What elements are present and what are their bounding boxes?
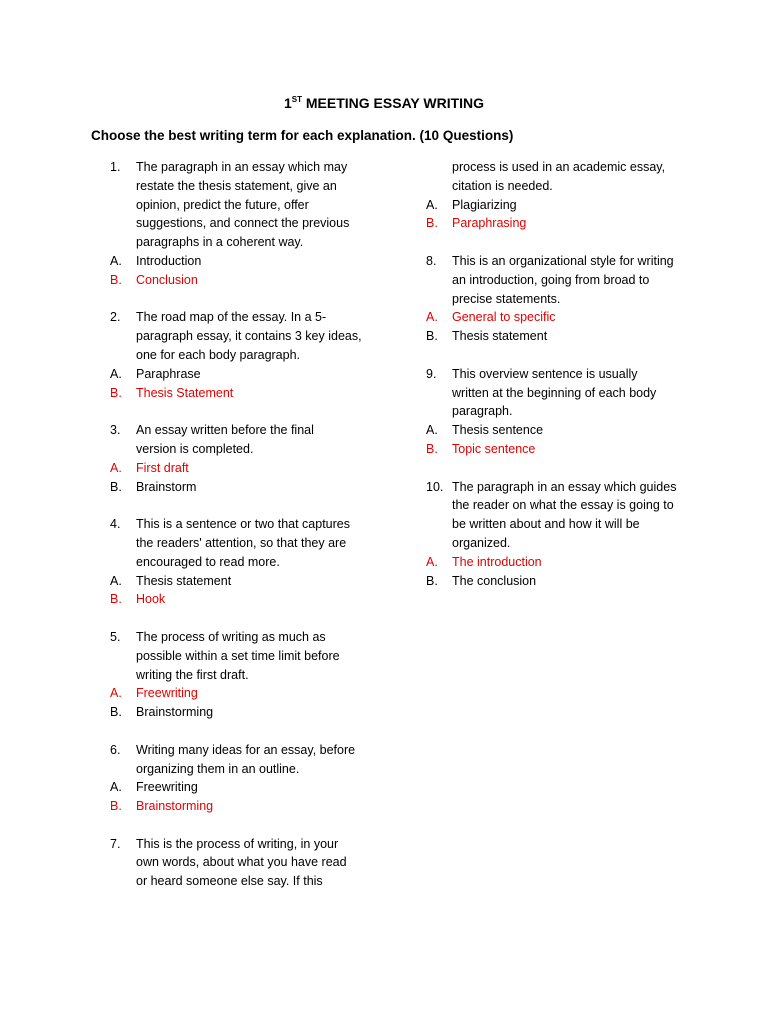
answer-option: [426, 214, 716, 233]
question-5: [110, 628, 400, 722]
answer-option-text: Thesis sentence: [452, 423, 544, 438]
question-line: [110, 440, 400, 459]
question-line: [426, 290, 716, 309]
answer-option: [426, 196, 716, 215]
answer-option-text: Thesis statement: [136, 573, 232, 588]
answer-option: [426, 421, 716, 440]
question-line-text: restate the thesis statement, give an: [136, 178, 337, 193]
question-line: [110, 308, 400, 327]
question-line-text: paragraph.: [452, 404, 513, 419]
question-line-text: possible within a set time limit before: [136, 648, 340, 663]
question-line-text: The road map of the essay. In a 5-: [136, 310, 327, 325]
question-line-text: version is completed.: [136, 441, 254, 456]
question-line-text: organized.: [452, 535, 511, 550]
answer-option-text: General to specific: [452, 310, 556, 325]
question-line: [426, 271, 716, 290]
answer-option-text: Introduction: [136, 253, 202, 268]
answer-option: [110, 365, 400, 384]
answer-option-text: The conclusion: [452, 573, 537, 588]
answer-option-text: Brainstorm: [136, 479, 197, 494]
answer-option-marker: B.: [110, 592, 122, 607]
right-column: [426, 158, 716, 609]
answer-option-text: Paraphrasing: [452, 216, 527, 231]
answer-option-marker: A.: [110, 780, 122, 795]
question-1: [110, 158, 400, 290]
question-9: [426, 365, 716, 459]
question-2: [110, 308, 400, 402]
question-line: [110, 421, 400, 440]
question-8: [426, 252, 716, 346]
question-line: [110, 553, 400, 572]
spacer: [110, 290, 400, 309]
answer-option-text: The introduction: [452, 554, 542, 569]
question-line-text: organizing them in an outline.: [136, 761, 300, 776]
question-line-text: This is the process of writing, in your: [136, 836, 339, 851]
question-line-text: the reader on what the essay is going to: [452, 498, 674, 513]
answer-option-marker: B.: [426, 441, 438, 456]
question-line-marker: 10.: [426, 479, 444, 494]
answer-option-marker: B.: [426, 573, 438, 588]
question-line: [110, 853, 400, 872]
page-title: [0, 95, 768, 111]
question-line: [426, 365, 716, 384]
answer-option-marker: B.: [426, 216, 438, 231]
question-line-text: be written about and how it will be: [452, 517, 640, 532]
question-10: [426, 478, 716, 591]
answer-option-marker: B.: [110, 479, 122, 494]
spacer: [110, 816, 400, 835]
answer-option: [426, 572, 716, 591]
spacer: [110, 402, 400, 421]
question-line: [110, 196, 400, 215]
question-3: [110, 421, 400, 496]
question-line: [110, 346, 400, 365]
question-line: [110, 872, 400, 891]
question-line: [110, 647, 400, 666]
question-line-marker: 7.: [110, 836, 121, 851]
question-line-text: the readers' attention, so that they are: [136, 535, 347, 550]
question-line: [110, 233, 400, 252]
answer-option: [110, 703, 400, 722]
answer-option: [110, 590, 400, 609]
question-line: [426, 158, 716, 177]
question-line-text: or heard someone else say. If this: [136, 874, 323, 889]
answer-option-text: Freewriting: [136, 686, 198, 701]
question-line-text: encouraged to read more.: [136, 554, 280, 569]
question-line: [426, 534, 716, 553]
answer-option-marker: A.: [110, 460, 122, 475]
answer-option-marker: B.: [110, 385, 122, 400]
question-line-marker: 1.: [110, 160, 121, 174]
question-line: [426, 384, 716, 403]
answer-option-marker: A.: [110, 366, 122, 381]
question-line-marker: 4.: [110, 517, 121, 532]
question-line-marker: 9.: [426, 366, 437, 381]
question-line: [110, 515, 400, 534]
answer-option-marker: B.: [110, 799, 122, 814]
question-7-continued: [426, 158, 716, 233]
answer-option-text: Topic sentence: [452, 441, 536, 456]
answer-option: [110, 478, 400, 497]
spacer: [110, 722, 400, 741]
question-line: [426, 402, 716, 421]
question-line-text: written at the beginning of each body: [452, 385, 657, 400]
question-7: [110, 835, 400, 891]
question-line-text: paragraphs in a coherent way.: [136, 235, 304, 250]
question-line-text: one for each body paragraph.: [136, 347, 301, 362]
question-line-text: The process of writing as much as: [136, 629, 326, 644]
question-line-text: The paragraph in an essay which guides: [452, 479, 677, 494]
answer-option: [110, 459, 400, 478]
question-line-marker: 8.: [426, 253, 437, 268]
question-6: [110, 741, 400, 816]
question-line-text: The paragraph in an essay which may: [136, 160, 348, 174]
question-line-text: This is an organizational style for writing: [452, 253, 674, 268]
question-line: [110, 628, 400, 647]
question-line: [110, 534, 400, 553]
question-line: [110, 760, 400, 779]
question-line-text: Writing many ideas for an essay, before: [136, 742, 356, 757]
question-line: [426, 177, 716, 196]
question-line: [110, 741, 400, 760]
instruction-text: Choose the best writing term for each explanation. (10 Questions): [91, 128, 514, 143]
title-number: 1: [283, 95, 292, 111]
answer-option-marker: A.: [426, 310, 438, 325]
question-line: [110, 158, 400, 177]
question-line-text: An essay written before the final: [136, 423, 314, 438]
answer-option-marker: A.: [426, 197, 438, 212]
question-line: [110, 327, 400, 346]
spacer: [110, 496, 400, 515]
question-line-text: paragraph essay, it contains 3 key ideas,: [136, 329, 362, 344]
answer-option: [110, 271, 400, 290]
answer-option: [110, 778, 400, 797]
answer-option-text: First draft: [136, 460, 189, 475]
answer-option-text: Freewriting: [136, 780, 198, 795]
answer-option-marker: A.: [110, 686, 122, 701]
question-line: [426, 496, 716, 515]
answer-option: [110, 572, 400, 591]
question-4: [110, 515, 400, 609]
question-line-marker: 3.: [110, 423, 121, 438]
question-line: [426, 252, 716, 271]
question-line-marker: 2.: [110, 310, 121, 325]
spacer: [426, 459, 716, 478]
answer-option: [426, 553, 716, 572]
answer-option: [110, 797, 400, 816]
question-line: [110, 835, 400, 854]
answer-option: [110, 252, 400, 271]
question-line-text: writing the first draft.: [136, 667, 249, 682]
title-superscript: ST: [291, 95, 302, 104]
spacer: [426, 233, 716, 252]
answer-option-text: Paraphrase: [136, 366, 201, 381]
question-line: [426, 478, 716, 497]
question-line-text: This is a sentence or two that captures: [136, 517, 350, 532]
answer-option: [426, 327, 716, 346]
answer-option: [110, 684, 400, 703]
question-line-text: suggestions, and connect the previous: [136, 216, 350, 231]
question-line-text: citation is needed.: [452, 178, 553, 193]
answer-option-marker: A.: [110, 573, 122, 588]
answer-option: [426, 308, 716, 327]
question-line-text: precise statements.: [452, 291, 561, 306]
question-line-marker: 5.: [110, 629, 121, 644]
question-line-text: an introduction, going from broad to: [452, 272, 650, 287]
answer-option-text: Brainstorming: [136, 799, 214, 814]
answer-option-text: Thesis statement: [452, 329, 548, 344]
title-text: MEETING ESSAY WRITING: [302, 95, 485, 111]
answer-option-marker: A.: [110, 253, 122, 268]
answer-option-marker: A.: [426, 554, 438, 569]
spacer: [426, 346, 716, 365]
answer-option: [110, 384, 400, 403]
answer-option-text: Conclusion: [136, 272, 198, 287]
spacer: [110, 609, 400, 628]
question-line: [110, 214, 400, 233]
answer-option-text: Plagiarizing: [452, 197, 517, 212]
answer-option-marker: B.: [110, 272, 122, 287]
question-line: [426, 515, 716, 534]
answer-option-marker: B.: [110, 705, 122, 720]
question-line-text: process is used in an academic essay,: [452, 160, 666, 174]
question-line: [110, 666, 400, 685]
answer-option: [426, 440, 716, 459]
question-line-text: opinion, predict the future, offer: [136, 197, 309, 212]
answer-option-text: Thesis Statement: [136, 385, 234, 400]
question-line-marker: 6.: [110, 742, 121, 757]
spacer: [426, 590, 716, 609]
question-line: [110, 177, 400, 196]
answer-option-text: Hook: [136, 592, 166, 607]
question-line-text: This overview sentence is usually: [452, 366, 638, 381]
answer-option-marker: A.: [426, 423, 438, 438]
answer-option-text: Brainstorming: [136, 705, 214, 720]
left-column: [110, 158, 400, 891]
question-line-text: own words, about what you have read: [136, 855, 347, 870]
answer-option-marker: B.: [426, 329, 438, 344]
